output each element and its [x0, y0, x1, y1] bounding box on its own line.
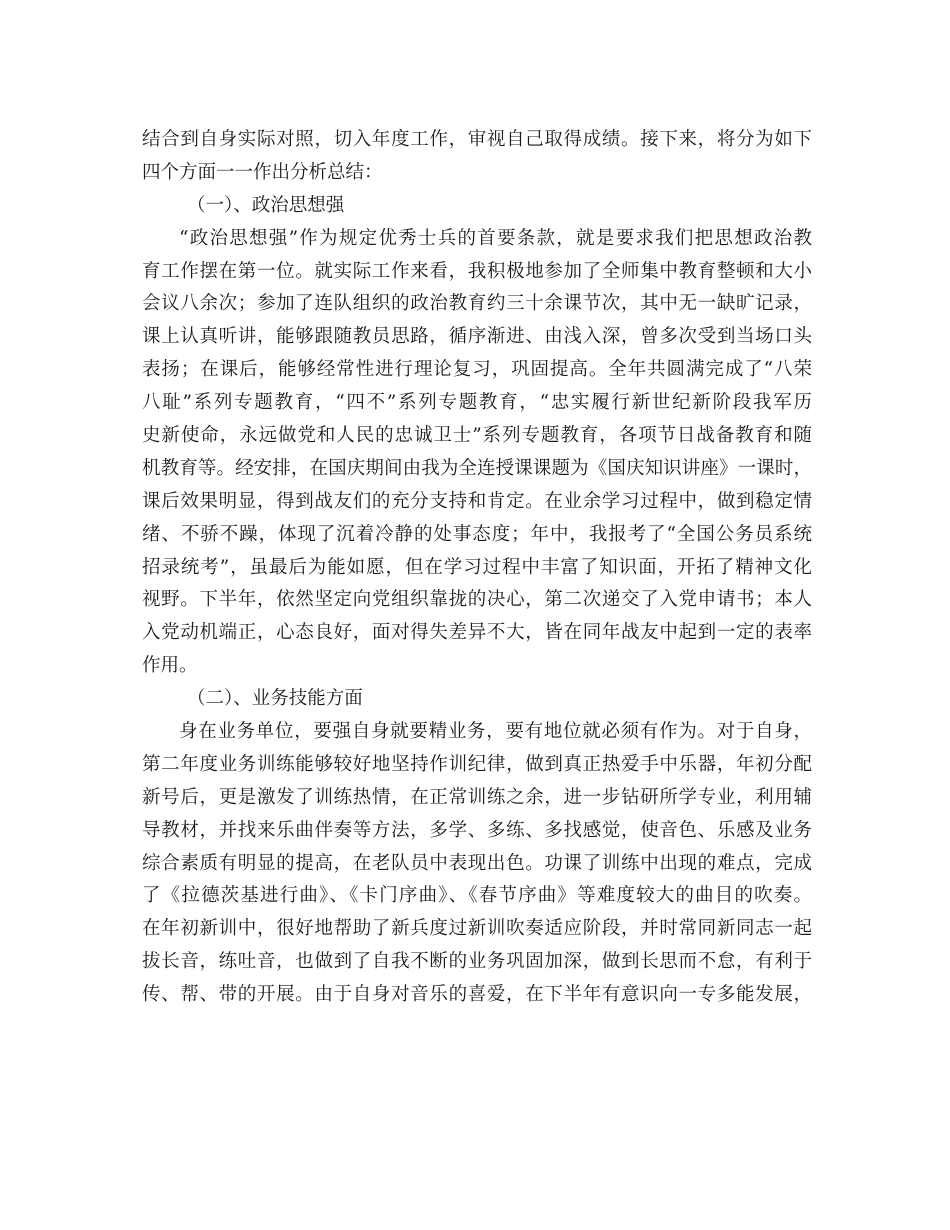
text-line: 史新使命，永远做党和人民的忠诚卫士”系列专题教育，各项节日战备教育和随	[142, 425, 812, 447]
document-body	[142, 124, 812, 1012]
text-line: 身在业务单位，要强自身就要精业务，要有地位就必须有作为。对于自身，	[179, 721, 812, 743]
text-line: 绪、不骄不躁，体现了沉着冷静的处事态度；年中，我报考了“全国公务员系统	[142, 523, 812, 545]
text-line: 了《拉德茨基进行曲》、《卡门序曲》、《春节序曲》等难度较大的曲目的吹奏。	[142, 885, 812, 907]
text-line: 招录统考”，虽最后为能如愿，但在学习过程中丰富了知识面，开拓了精神文化	[142, 556, 812, 578]
text-line: 育工作摆在第一位。就实际工作来看，我积极地参加了全师集中教育整顿和大小	[142, 260, 812, 282]
text-line: 课上认真听讲，能够跟随教员思路，循序渐进、由浅入深，曾多次受到当场口头	[142, 326, 812, 348]
text-line: 八耻”系列专题教育，“四不”系列专题教育，“忠实履行新世纪新阶段我军历	[142, 392, 812, 414]
text-line: 视野。下半年，依然坚定向党组织靠拢的决心，第二次递交了入党申请书；本人	[142, 589, 812, 611]
text-line: 综合素质有明显的提高，在老队员中表现出色。功课了训练中出现的难点，完成	[142, 852, 812, 874]
text-line: 四个方面一一作出分析总结：	[142, 161, 383, 183]
text-line: 会议八余次；参加了连队组织的政治教育约三十余课节次，其中无一缺旷记录，	[142, 293, 812, 315]
text-line: “政治思想强”作为规定优秀士兵的首要条款，就是要求我们把思想政治教	[179, 227, 812, 249]
section-heading: （二）、业务技能方面	[187, 688, 363, 710]
text-line: 传、帮、带的开展。由于自身对音乐的喜爱，在下半年有意识向一专多能发展，	[142, 984, 812, 1006]
text-line: 入党动机端正，心态良好，面对得失差异不大，皆在同年战友中起到一定的表率	[142, 622, 812, 644]
text-line: 课后效果明显，得到战友们的充分支持和肯定。在业余学习过程中，做到稳定情	[142, 490, 812, 512]
text-line: 导教材，并找来乐曲伴奏等方法，多学、多练、多找感觉，使音色、乐感及业务	[142, 819, 812, 841]
text-line: 机教育等。经安排，在国庆期间由我为全连授课课题为《国庆知识讲座》一课时，	[142, 457, 812, 479]
text-line: 在年初新训中，很好地帮助了新兵度过新训吹奏适应阶段，并时常同新同志一起	[142, 918, 812, 940]
section-heading: （一）、政治思想强	[187, 194, 345, 216]
text-line: 拔长音，练吐音，也做到了自我不断的业务巩固加深，做到长思而不怠，有利于	[142, 951, 812, 973]
text-line: 结合到自身实际对照，切入年度工作，审视自己取得成绩。接下来，将分为如下	[142, 129, 812, 150]
text-line: 第二年度业务训练能够较好地坚持作训纪律，做到真正热爱手中乐器，年初分配	[142, 753, 812, 775]
text-line: 新号后，更是激发了训练热情，在正常训练之余，进一步钻研所学专业，利用辅	[142, 786, 812, 808]
text-line: 作用。	[142, 655, 198, 677]
text-line: 表扬；在课后，能够经常性进行理论复习，巩固提高。全年共圆满完成了“八荣	[142, 359, 812, 381]
